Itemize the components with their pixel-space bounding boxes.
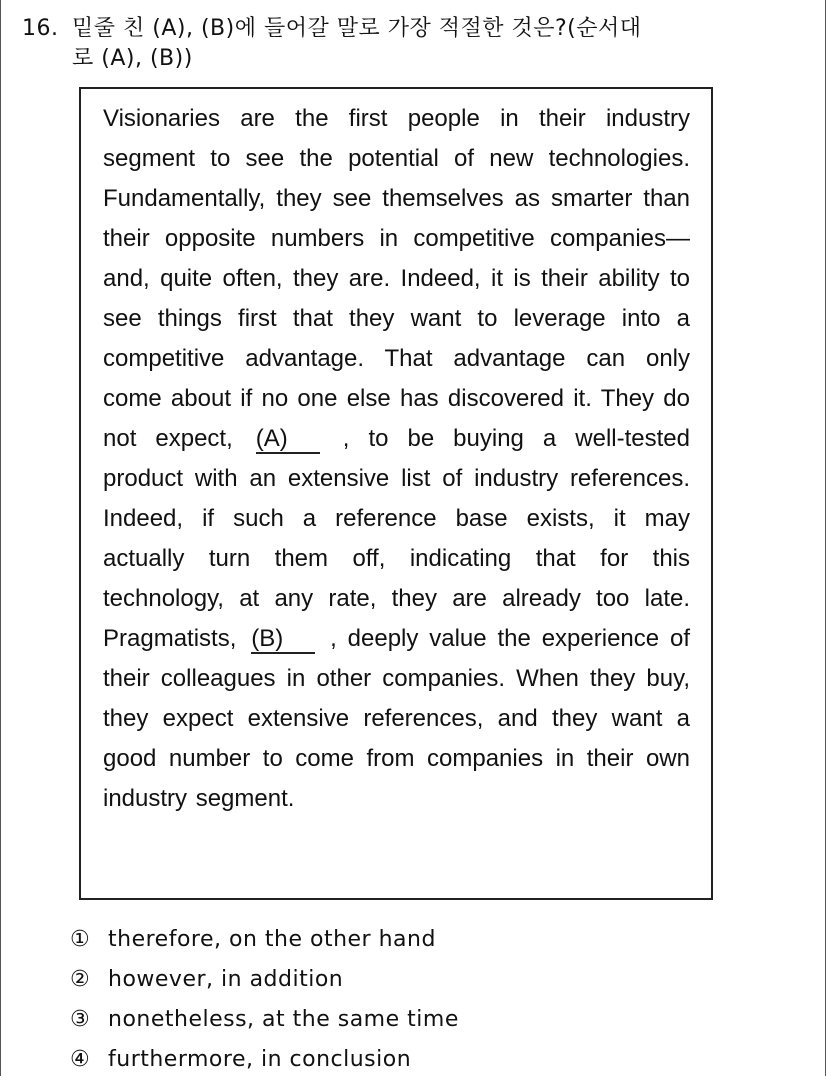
option-3-text: nonetheless, at the same time bbox=[108, 1007, 459, 1032]
option-3-marker: ③ bbox=[70, 1007, 91, 1032]
option-2[interactable] bbox=[70, 960, 770, 1000]
question-number: 16. bbox=[22, 16, 59, 41]
question-prompt-line2: 로 (A), (B)) bbox=[72, 46, 193, 71]
question-header bbox=[22, 14, 762, 74]
option-4[interactable] bbox=[70, 1040, 770, 1080]
question-prompt-line1: 밑줄 친 (A), (B)에 들어갈 말로 가장 적절한 것은?(순서대 bbox=[72, 16, 642, 41]
option-1-marker: ① bbox=[70, 927, 91, 952]
passage-part-3: , deeply value the experience of their colleagues in other companies. When they buy, they expect extensive references, and they want a good number to come from companies in their own industry segment. bbox=[103, 625, 691, 812]
option-1-text: therefore, on the other hand bbox=[108, 927, 436, 952]
option-4-text: furthermore, in conclusion bbox=[108, 1047, 412, 1072]
passage-part-1: Visionaries are the first people in their industry segment to see the potential of new technologies. Fundamentally, they see themselves as smarter than their opposite numbers in competitive companies—and, quite often, they are. Indeed, it is their ability to see things first that they want to leverage into a competitive advantage. That advantage can only come about if no one else has discovered it. They do not expect, bbox=[103, 105, 690, 452]
passage-part-2: , to be buying a well-tested product with an extensive list of industry references. Indeed, if such a reference base exists, it may actually turn them off, indicating that for this technology, at any rate, they are already too late. Pragmatists, bbox=[103, 425, 690, 652]
blank-b: (B) bbox=[251, 626, 315, 654]
blank-a: (A) bbox=[256, 426, 320, 454]
passage-text bbox=[103, 99, 690, 819]
option-4-marker: ④ bbox=[70, 1047, 91, 1072]
option-3[interactable] bbox=[70, 1000, 770, 1040]
answer-options bbox=[70, 920, 770, 1080]
option-2-marker: ② bbox=[70, 967, 91, 992]
passage-box bbox=[79, 87, 713, 900]
option-2-text: however, in addition bbox=[108, 967, 344, 992]
option-1[interactable] bbox=[70, 920, 770, 960]
